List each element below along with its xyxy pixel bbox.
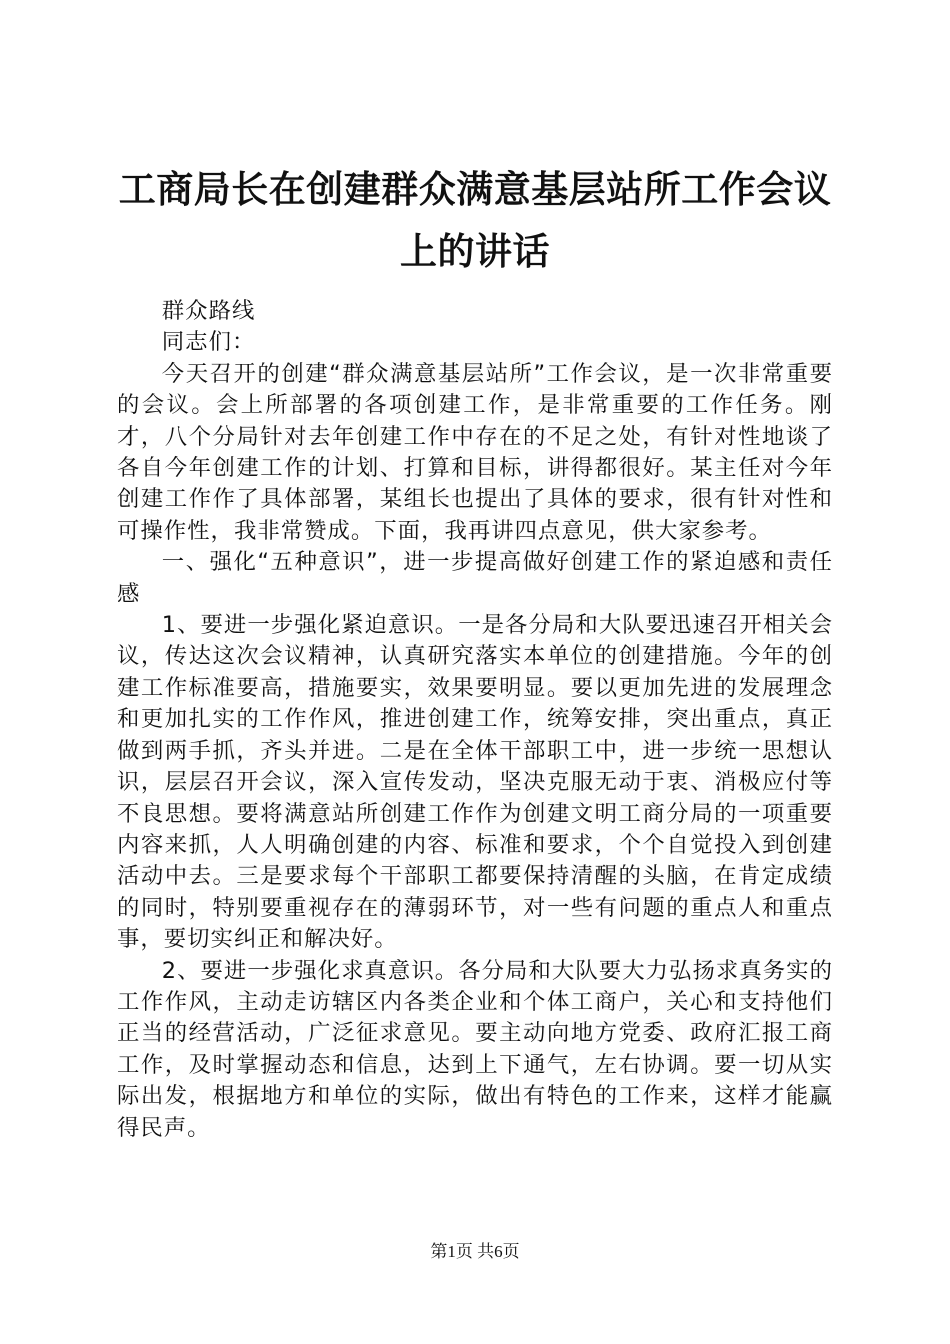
paragraph-topic: 群众路线 (161, 298, 256, 324)
paragraph-salutation: 同志们： (161, 329, 256, 356)
paragraph-point-1: 1、要进一步强化紧迫意识。一是各分局和大队要迅速召开相关会议，传达这次会议精神，认真研究落实本单位的创建措施。今年的创建工作标准要高，措施要实，效果要明显。要以更加先进的发展理念和更加扎实的工作作风，推进创建工作，统筹安排，突出重点，真正做到两手抓，齐头并进。二是在全体干部职工中，进一步统一思想认识，层层召开会议，深入宣传发动，坚决克服无动于衷、消极应付等不良思想。要将满意站所创建工作作为创建文明工商分局的一项重要内容来抓，人人明确创建的内容、标准和要求，个个自觉投入到创建活动中去。三是要求每个干部职工都要保持清醒的头脑，在肯定成绩的同时，特别要重视存在的薄弱环节，对一些有问题的重点人和重点事，要切实纠正和解决好。 (117, 612, 833, 953)
paragraph-intro: 今天召开的创建“群众满意基层站所”工作会议，是一次非常重要的会议。会上所部署的各项创建工作，是非常重要的工作任务。刚才，八个分局针对去年创建工作中存在的不足之处，有针对性地谈了各自今年创建工作的计划、打算和目标，讲得都很好。某主任对今年创建工作作了具体部署，某组长也提出了具体的要求，很有针对性和可操作性，我非常赞成。下面，我再讲四点意见，供大家参考。 (117, 360, 833, 544)
document-title: 工商局长在创建群众满意基层站所工作会议上的讲话 (118, 167, 832, 273)
page-footer: 第1页 共6页 (430, 1242, 520, 1261)
paragraph-point-2: 2、要进一步强化求真意识。各分局和大队要大力弘扬求真务实的工作作风，主动走访辖区内各类企业和个体工商户，关心和支持他们正当的经营活动，广泛征求意见。要主动向地方党委、政府汇报工商工作，及时掌握动态和信息，达到上下通气，左右协调。要一切从实际出发，根据地方和单位的实际，做出有特色的工作来，这样才能赢得民声。 (117, 957, 833, 1141)
paragraph-section-heading: 一、强化“五种意识”，进一步提高做好创建工作的紧迫感和责任感 (117, 549, 833, 607)
document-body (117, 296, 833, 1144)
